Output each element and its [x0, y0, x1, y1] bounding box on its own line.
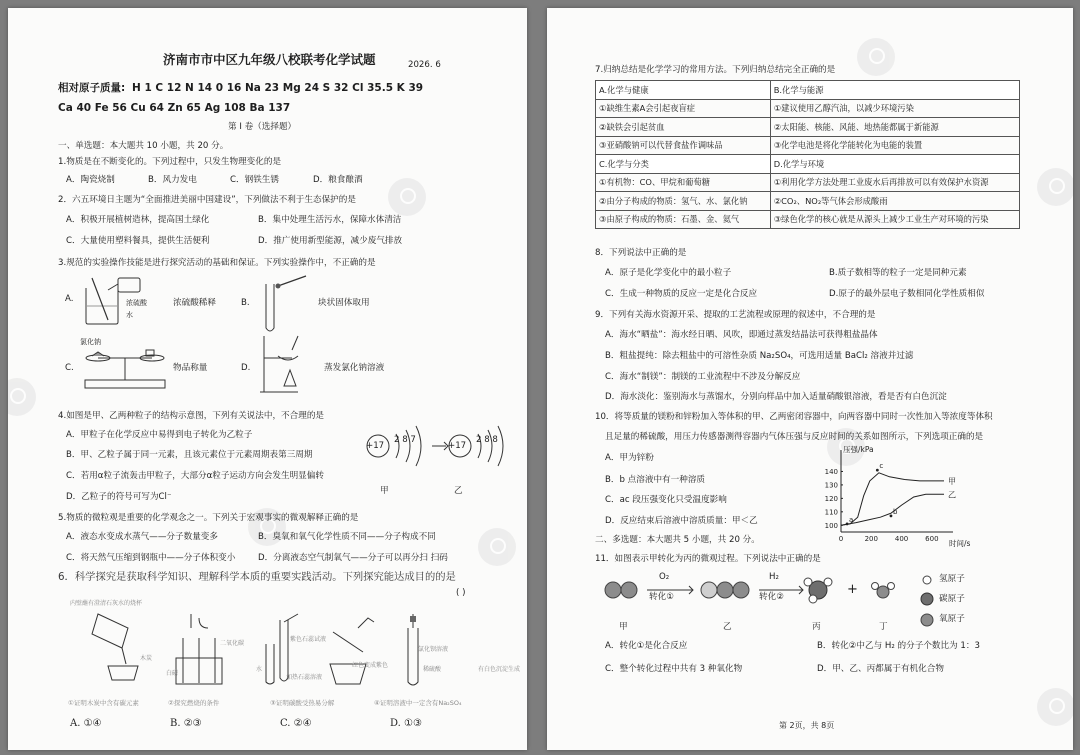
option: D. ①③ — [390, 718, 422, 729]
atomic-mass-line1: H 1 C 12 N 14 0 16 Na 23 Mg 24 S 32 Cl 35.5 K 39 — [132, 82, 424, 94]
option-caption: 浓硫酸稀释 — [173, 298, 216, 308]
series-line — [841, 473, 944, 526]
x-axis-label: 时间/s — [949, 539, 971, 548]
page-footer: 第 2页，共 8页 — [779, 721, 835, 730]
option: B．臭氧和氧气化学性质不同——分子构成不同 — [258, 532, 436, 542]
option: B．粗盐提纯：除去粗盐中的可溶性杂质 Na₂SO₄，可选用适量 BaCl₂ 溶液并过滤 — [605, 351, 914, 361]
shell-label: 2 8 8 — [476, 435, 498, 445]
watermark-icon — [388, 178, 426, 216]
shell-label: 2 8 7 — [394, 435, 416, 445]
option: A．原子是化学变化中的最小粒子 — [605, 268, 732, 278]
option: C. ②④ — [280, 718, 312, 729]
option: B.质子数相等的粒子一定是同种元素 — [829, 268, 967, 278]
figure-label: 稀硫酸 — [423, 666, 442, 673]
question-9: 9．下列有关海水资源开采、提取的工艺流程或原理的叙述中，不合理的是 — [595, 310, 876, 320]
legend-label: 氧原子 — [939, 614, 965, 624]
legend-label: 氢原子 — [939, 574, 965, 584]
table-cell: ②太阳能、核能、风能、地热能都属于新能源 — [770, 118, 1019, 137]
y-tick-label: 130 — [824, 481, 838, 490]
plus-sign: + — [847, 582, 858, 597]
exam-page-1 — [8, 8, 527, 750]
atomic-mass-label: 相对原子质量: — [58, 82, 126, 94]
table-head: C.化学与分类 — [596, 155, 771, 174]
option: B．风力发电 — [148, 175, 197, 185]
option: B．转化②中乙与 H₂ 的分子个数比为 1：3 — [817, 641, 980, 651]
figure-label: 紫色石蕊试液 — [290, 636, 327, 643]
table-cell: ③绿色化学的核心就是从源头上减少工业生产对环境的污染 — [770, 210, 1019, 229]
legend-label: 碳原子 — [939, 594, 965, 604]
volume-title: 第 Ⅰ 卷（选择题） — [228, 122, 297, 132]
nucleus-label: +17 — [448, 441, 467, 451]
x-tick-label: 0 — [838, 535, 844, 543]
series-label: 乙 — [947, 490, 956, 500]
option: B．集中处理生活污水，保障水体清洁 — [258, 215, 402, 225]
annotation-point — [846, 523, 849, 526]
annotation-label: a — [849, 515, 854, 524]
species-label: 丙 — [812, 622, 821, 632]
summary-table — [595, 80, 1020, 229]
x-tick-label: 400 — [894, 535, 909, 543]
step-label: 转化① — [649, 592, 674, 602]
option: B. ②③ — [170, 718, 202, 729]
balance-figure — [80, 344, 170, 390]
figure-label: 木炭 — [140, 655, 153, 662]
species-label: 甲 — [619, 622, 628, 632]
y-tick-label: 120 — [824, 494, 838, 503]
evaporation-figure — [258, 330, 318, 396]
table-cell: ③亚硝酸钠可以代替食盐作调味品 — [596, 136, 771, 155]
option-caption: 物品称量 — [173, 363, 208, 373]
exam-date: 2026. 6 — [408, 60, 441, 70]
question-6: 6．科学探究是获取科学知识、理解科学本质的重要实践活动。下列探究能达成目的的是 — [58, 571, 456, 583]
table-cell: ②缺铁会引起贫血 — [596, 118, 771, 137]
question-7: 7.归纳总结是化学学习的常用方法。下列归纳总结完全正确的是 — [595, 65, 836, 75]
option: D．粮食酿酒 — [313, 175, 363, 185]
option-label: B. — [241, 298, 250, 308]
figure-label: 二氧化碳 — [220, 640, 245, 647]
option: C．海水“制镁”：制镁的工业流程中不涉及分解反应 — [605, 372, 801, 382]
option-caption: 块状固体取用 — [318, 298, 370, 308]
option: C．整个转化过程中共有 3 种氧化物 — [605, 664, 743, 674]
answer-paren: ( ) — [456, 588, 466, 598]
figure-label: 浓硫酸 — [126, 299, 147, 307]
table-cell: ②由分子构成的物质：氢气、水、氯化钠 — [596, 192, 771, 211]
option: A．转化①是化合反应 — [605, 641, 688, 651]
exam-title: 济南市市中区九年级八校联考化学试题 — [163, 52, 376, 67]
molecule-diagram — [603, 568, 903, 618]
figure-label: 有白色沉淀生成 — [478, 666, 521, 673]
test-tube-figure — [258, 274, 318, 334]
figure-label: 氯化钡溶液 — [418, 646, 449, 653]
figure-label: 红色变成紫色 — [352, 662, 389, 669]
option: D．推广使用新型能源，减少废气排放 — [258, 236, 403, 246]
annotation-point — [890, 514, 893, 517]
figure-label: 内壁蘸有澄清石灰水的烧杯 — [70, 600, 143, 607]
question-3: 3.规范的实验操作技能是进行探究活动的基础和保证。下列实验操作中，不正确的是 — [58, 258, 376, 268]
table-cell: ①利用化学方法处理工业废水后再排放可以有效保护水资源 — [770, 173, 1019, 192]
option-caption: 蒸发氯化钠溶液 — [324, 363, 385, 373]
atom-legend — [917, 570, 937, 632]
option-label: D. — [241, 363, 251, 373]
question-5: 5.物质的微粒观是重要的化学观念之一。下列关于宏观事实的微观解释正确的是 — [58, 513, 359, 523]
option: A．液态水变成水蒸气——分子数量变多 — [66, 532, 218, 542]
series-label: 甲 — [947, 476, 956, 486]
option: B．b 点溶液中有一种溶质 — [605, 475, 706, 485]
option: A．甲粒子在化学反应中易得到电子转化为乙粒子 — [66, 430, 253, 440]
atomic-mass-line2: Ca 40 Fe 56 Cu 64 Zn 65 Ag 108 Ba 137 — [58, 102, 291, 114]
option: A．陶瓷烧制 — [66, 175, 115, 185]
step-label: 转化② — [759, 592, 784, 602]
option: A．海水“晒盐”：海水经日晒、风吹，即通过蒸发结晶法可获得粗盐晶体 — [605, 330, 878, 340]
table-cell: ②CO₂、NO₂等气体会形成酸雨 — [770, 192, 1019, 211]
annotation-label: c — [879, 462, 884, 471]
option: A. ①④ — [70, 718, 102, 729]
question-8: 8．下列说法中正确的是 — [595, 248, 687, 258]
y-tick-label: 140 — [824, 467, 838, 476]
option: D.原子的最外层电子数相同化学性质相似 — [829, 289, 985, 299]
watermark-icon — [1037, 168, 1073, 206]
table-cell: ③由原子构成的物质：石墨、金、氦气 — [596, 210, 771, 229]
table-cell: ①有机物：CO、甲烷和葡萄糖 — [596, 173, 771, 192]
option: D．反应结束后溶液中溶质质量：甲＜乙 — [605, 516, 758, 526]
option-label: C. — [65, 363, 74, 373]
figure-caption: ④证明溶液中一定含有Na₂SO₄ — [374, 699, 462, 707]
experiment-figures — [68, 608, 478, 693]
x-tick-label: 600 — [925, 535, 939, 543]
question-4: 4.如图是甲、乙两种粒子的结构示意图，下列有关说法中，不合理的是 — [58, 411, 325, 421]
option: B．甲、乙粒子属于同一元素，且该元素位于元素周期表第三周期 — [66, 450, 313, 460]
question-10-cont: 且足量的稀硫酸，用压力传感器测得容器内气体压强与反应时间的关系如图所示，下列选项正确的是 — [605, 432, 984, 442]
nucleus-label: +17 — [366, 441, 385, 451]
figure-label: 白磷 — [166, 670, 179, 677]
section-title: 一、单选题：本大题共 10 小题，共 20 分。 — [58, 141, 229, 151]
option: D．海水淡化：鉴别海水与蒸馏水，分别向样品中加入适量硝酸银溶液，看是否有白色沉淀 — [605, 392, 947, 402]
reagent-label: O₂ — [659, 572, 670, 582]
option: D．甲、乙、丙都属于有机化合物 — [817, 664, 944, 674]
question-11: 11．如图表示甲转化为丙的微观过程。下列说法中正确的是 — [595, 554, 821, 564]
option: A．积极开展植树造林，提高国土绿化 — [66, 215, 210, 225]
figure-label: 加热石蕊溶液 — [286, 674, 323, 681]
watermark-icon — [478, 528, 516, 566]
reagent-label: H₂ — [769, 572, 779, 582]
section-title: 二、多选题：本大题共 5 小题，共 20 分。 — [595, 535, 760, 545]
species-label: 丁 — [879, 622, 888, 632]
option-label: A. — [65, 294, 74, 304]
particle-label: 甲 — [380, 486, 389, 496]
figure-label: 水 — [126, 311, 133, 319]
table-cell: ①建议使用乙醇汽油，以减少环境污染 — [770, 99, 1019, 118]
table-cell: ③化学电池是将化学能转化为电能的装置 — [770, 136, 1019, 155]
annotation-label: b — [892, 507, 898, 516]
watermark-icon — [1037, 688, 1073, 726]
option: D．分离液态空气制氧气——分子可以再分扫 扫码 — [258, 553, 448, 563]
table-head: D.化学与环境 — [770, 155, 1019, 174]
table-head: B.化学与能源 — [770, 81, 1019, 100]
figure-label: 氯化钠 — [80, 338, 101, 346]
table-head: A.化学与健康 — [596, 81, 771, 100]
option: C．将天然气压缩到钢瓶中——分子体积变小 — [66, 553, 236, 563]
watermark-icon — [8, 378, 36, 416]
question-1: 1.物质是在不断变化的。下列过程中，只发生物理变化的是 — [58, 157, 282, 167]
pressure-chart — [815, 444, 980, 548]
y-axis-label: 压强/kPa — [843, 445, 874, 454]
option: C．若用α粒子流轰击甲粒子，大部分α粒子运动方向会发生明显偏转 — [66, 471, 324, 481]
option: C．钢铁生锈 — [230, 175, 279, 185]
figure-caption: ①证明木炭中含有碳元素 — [68, 699, 139, 707]
x-tick-label: 200 — [864, 535, 878, 543]
exam-page-2 — [547, 8, 1073, 750]
annotation-point — [876, 469, 879, 472]
figure-label: 水 — [256, 666, 263, 673]
option: C．ac 段压强变化只受温度影响 — [605, 495, 727, 505]
species-label: 乙 — [723, 622, 732, 632]
question-10: 10．将等质量的镁粉和锌粉加入等体积的甲、乙两密闭容器中，向两容器中同时一次性加入等浓度等体积 — [595, 412, 993, 422]
option: D．乙粒子的符号可写为Cl⁻ — [66, 492, 172, 502]
option: A．甲为锌粉 — [605, 453, 654, 463]
particle-label: 乙 — [454, 486, 463, 496]
figure-caption: ③证明碳酸受热易分解 — [270, 699, 335, 707]
question-2: 2．六五环境日主题为“全面推进美丽中国建设”，下列做法不利于生态保护的是 — [58, 195, 356, 205]
y-tick-label: 110 — [824, 508, 838, 517]
y-tick-label: 100 — [824, 521, 838, 530]
watermark-icon — [857, 38, 895, 76]
option: C．生成一种物质的反应一定是化合反应 — [605, 289, 758, 299]
option: C．大量使用塑料餐具，提供生活便利 — [66, 236, 210, 246]
table-cell: ①缺维生素A会引起夜盲症 — [596, 99, 771, 118]
figure-caption: ②探究燃烧的条件 — [168, 699, 220, 707]
